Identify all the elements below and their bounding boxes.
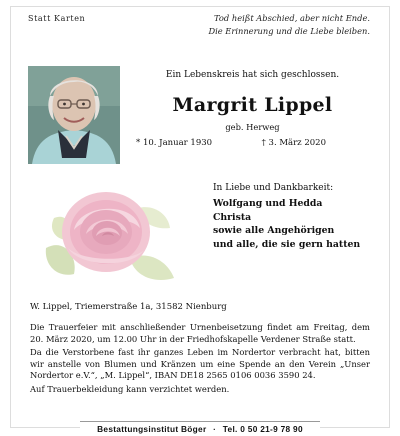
- quote-line-2: Die Erinnerung und die Liebe bleiben.: [208, 26, 370, 36]
- dress-note: Auf Trauerbekleidung kann verzichtet werden.: [30, 384, 230, 394]
- header-quote: [208, 12, 370, 38]
- birth-name: geb. Herweg: [225, 122, 280, 132]
- birth-date: * 10. Januar 1930: [136, 138, 213, 148]
- mourner-line: sowie alle Angehörigen: [213, 225, 335, 237]
- family-address: W. Lippel, Triemerstraße 1a, 31582 Nienburg: [30, 302, 227, 312]
- mourner-line: und alle, die sie gern hatten: [213, 238, 361, 250]
- portrait-photo: [28, 66, 120, 164]
- footer-separator: ·: [213, 424, 217, 434]
- statt-karten-label: Statt Karten: [28, 14, 86, 23]
- funeral-home-name: Bestattungsinstitut Böger: [97, 424, 207, 434]
- intro-line: Ein Lebenskreis hat sich geschlossen.: [165, 70, 340, 80]
- quote-line-1: Tod heißt Abschied, aber nicht Ende.: [214, 13, 370, 23]
- mourner-line: Wolfgang und Hedda: [213, 198, 323, 209]
- funeral-home-footer: [80, 421, 320, 436]
- death-date: † 3. März 2020: [261, 138, 326, 148]
- rose-illustration: [34, 178, 184, 286]
- mourner-line: Christa: [213, 211, 252, 223]
- deceased-name: Margrit Lippel: [172, 94, 333, 116]
- funeral-home-phone: Tel. 0 50 21-9 78 90: [222, 424, 303, 434]
- mourners-intro: In Liebe und Dankbarkeit:: [213, 183, 334, 193]
- rose-image: [34, 178, 184, 286]
- mourners-list: [213, 197, 360, 251]
- funeral-info: Die Trauerfeier mit anschließender Urnenbeisetzung findet am Freitag, dem 20. März 2020, um 12.00 Uhr in der Friedhofskapelle Verdener Straße statt.: [30, 322, 370, 344]
- donation-info: Da die Verstorbene fast ihr ganzes Leben im Nordertor verbracht hat, bitten wir anstelle von Blumen und Kränzen um eine Spende an den Verein „Unser Nordertor e.V.“, „M. Lippel“, IBAN DE18 2565 0106 0036 3590 24.: [30, 347, 370, 381]
- portrait-image: [28, 66, 120, 164]
